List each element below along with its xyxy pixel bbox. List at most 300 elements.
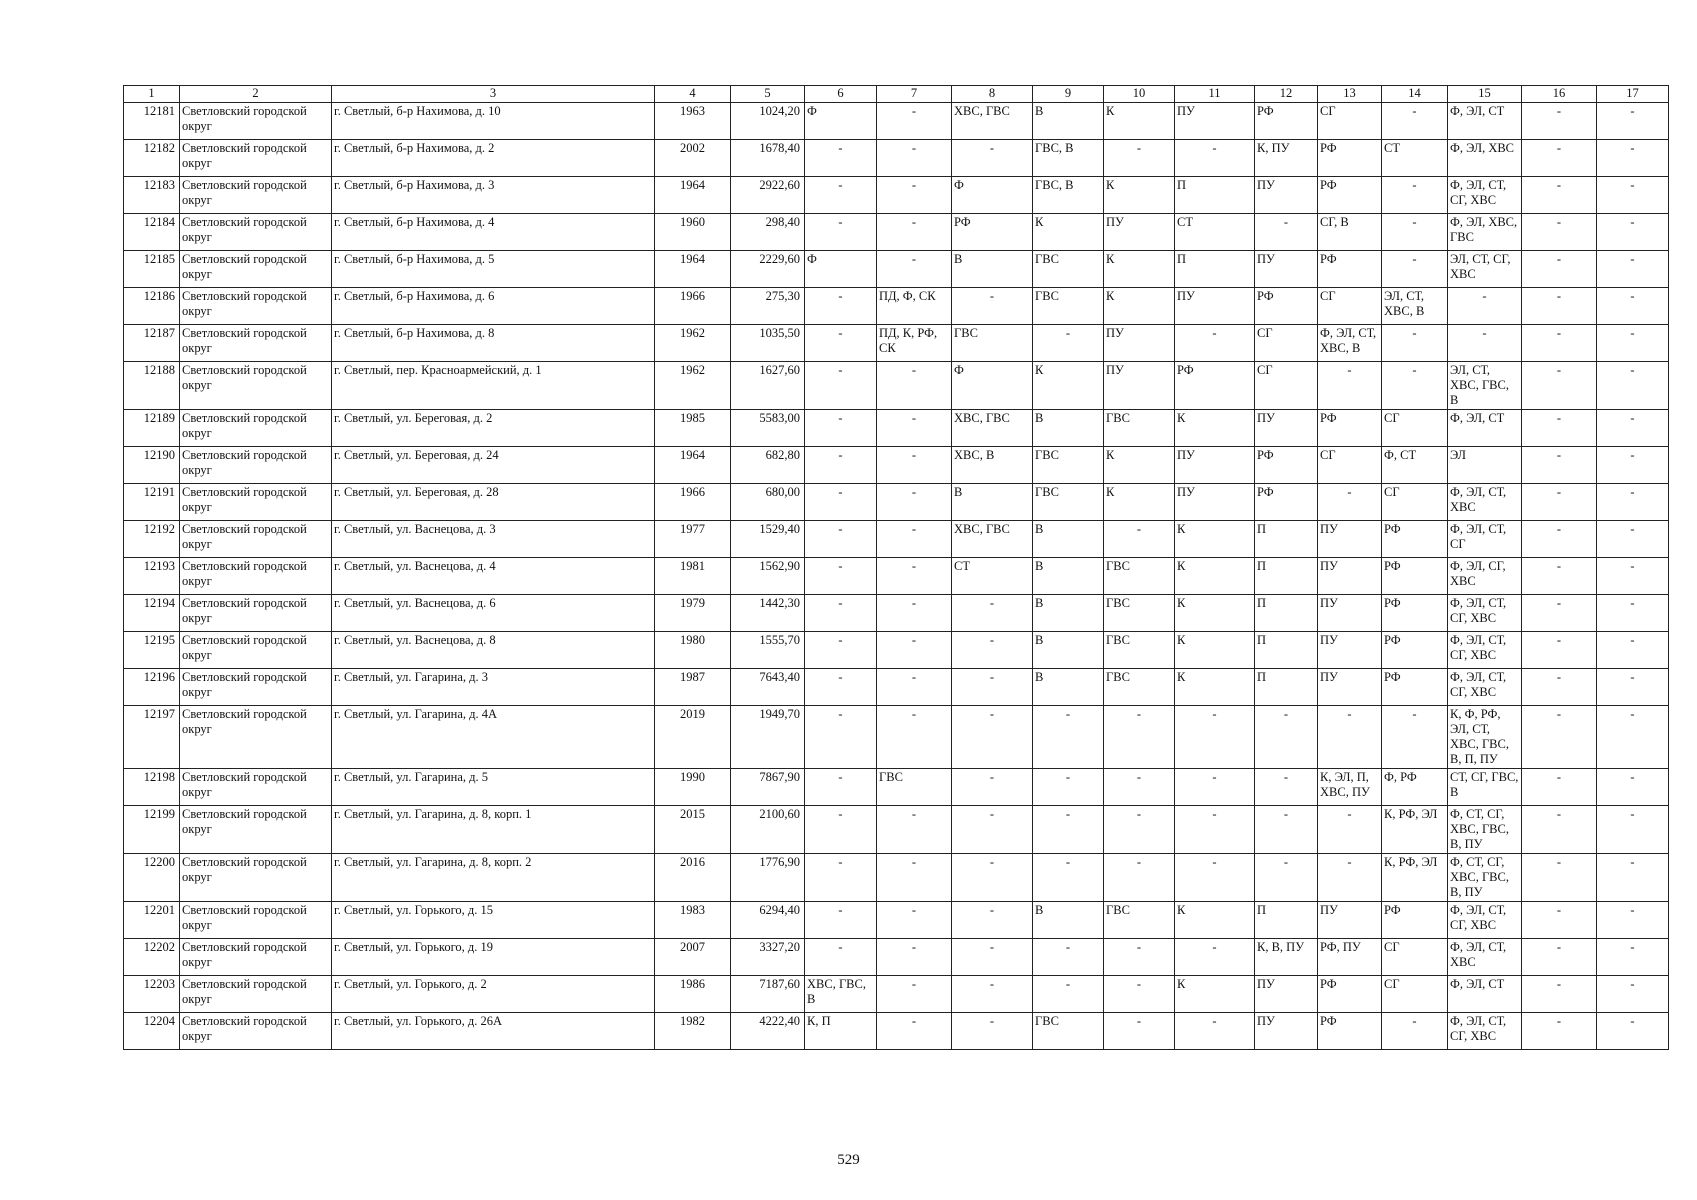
table-cell-col-15: Ф, СТ, СГ, ХВС, ГВС, В, ПУ [1448,854,1522,902]
table-cell-col-6: - [805,288,877,325]
table-cell-col-14: - [1382,251,1448,288]
table-cell-col-12: - [1255,214,1318,251]
table-cell-col-11: ПУ [1175,103,1255,140]
table-cell-col-5: 4222,40 [731,1013,805,1050]
table-cell-col-2: Светловский городской округ [180,140,332,177]
table-cell-col-10: ПУ [1104,362,1175,410]
table-cell-col-8: - [952,288,1033,325]
table-cell-col-14: - [1382,103,1448,140]
table-cell-col-7: - [877,854,952,902]
table-cell-col-11: - [1175,706,1255,769]
table-cell-col-11: К [1175,558,1255,595]
table-cell-col-5: 1529,40 [731,521,805,558]
table-cell-col-11: К [1175,976,1255,1013]
table-cell-col-3: г. Светлый, б-р Нахимова, д. 4 [332,214,655,251]
table-cell-col-5: 2229,60 [731,251,805,288]
table-row [124,706,1669,769]
column-header: 5 [731,86,805,103]
table-cell-col-15: Ф, ЭЛ, СТ [1448,410,1522,447]
table-cell-col-11: - [1175,854,1255,902]
table-cell-col-9: В [1033,521,1104,558]
table-cell-col-1: 12189 [124,410,180,447]
table-cell-col-7: - [877,410,952,447]
table-cell-col-17: - [1597,484,1669,521]
table-cell-col-13: ПУ [1318,669,1382,706]
table-cell-col-11: ПУ [1175,288,1255,325]
table-cell-col-5: 2100,60 [731,806,805,854]
table-cell-col-17: - [1597,595,1669,632]
table-cell-col-1: 12195 [124,632,180,669]
table-cell-col-7: - [877,939,952,976]
table-cell-col-15: Ф, ЭЛ, ХВС [1448,140,1522,177]
table-cell-col-10: - [1104,521,1175,558]
table-cell-col-8: ХВС, ГВС [952,521,1033,558]
table-cell-col-10: ГВС [1104,632,1175,669]
table-cell-col-15: К, Ф, РФ, ЭЛ, СТ, ХВС, ГВС, В, П, ПУ [1448,706,1522,769]
table-row [124,595,1669,632]
table-cell-col-9: - [1033,769,1104,806]
table-cell-col-5: 1024,20 [731,103,805,140]
table-cell-col-12: ПУ [1255,251,1318,288]
table-cell-col-15: Ф, ЭЛ, ХВС, ГВС [1448,214,1522,251]
table-cell-col-5: 7643,40 [731,669,805,706]
table-cell-col-9: ГВС [1033,251,1104,288]
table-cell-col-7: - [877,214,952,251]
housing-registry-table [123,85,1669,1050]
table-cell-col-8: РФ [952,214,1033,251]
table-cell-col-17: - [1597,177,1669,214]
table-cell-col-12: РФ [1255,484,1318,521]
table-cell-col-14: - [1382,325,1448,362]
table-cell-col-1: 12186 [124,288,180,325]
table-cell-col-10: К [1104,251,1175,288]
table-cell-col-10: ГВС [1104,595,1175,632]
table-cell-col-3: г. Светлый, ул. Горького, д. 26А [332,1013,655,1050]
table-cell-col-9: К [1033,362,1104,410]
column-header: 15 [1448,86,1522,103]
table-cell-col-14: РФ [1382,595,1448,632]
table-cell-col-11: - [1175,1013,1255,1050]
column-header: 12 [1255,86,1318,103]
table-cell-col-17: - [1597,976,1669,1013]
table-cell-col-9: В [1033,410,1104,447]
table-cell-col-2: Светловский городской округ [180,1013,332,1050]
column-header: 16 [1522,86,1597,103]
table-cell-col-9: ГВС [1033,1013,1104,1050]
table-cell-col-11: - [1175,325,1255,362]
table-cell-col-13: ПУ [1318,558,1382,595]
table-cell-col-16: - [1522,595,1597,632]
table-cell-col-1: 12193 [124,558,180,595]
table-cell-col-7: - [877,669,952,706]
table-cell-col-2: Светловский городской округ [180,558,332,595]
table-cell-col-5: 5583,00 [731,410,805,447]
table-cell-col-4: 1986 [655,976,731,1013]
table-cell-col-2: Светловский городской округ [180,362,332,410]
table-cell-col-6: - [805,595,877,632]
table-cell-col-7: - [877,632,952,669]
table-row [124,288,1669,325]
column-header: 11 [1175,86,1255,103]
table-cell-col-12: РФ [1255,447,1318,484]
table-cell-col-10: - [1104,854,1175,902]
table-cell-col-14: К, РФ, ЭЛ [1382,854,1448,902]
table-cell-col-6: - [805,362,877,410]
table-cell-col-5: 1678,40 [731,140,805,177]
table-cell-col-8: - [952,902,1033,939]
table-cell-col-17: - [1597,410,1669,447]
table-cell-col-3: г. Светлый, ул. Горького, д. 15 [332,902,655,939]
table-cell-col-8: ХВС, В [952,447,1033,484]
table-cell-col-3: г. Светлый, ул. Береговая, д. 28 [332,484,655,521]
table-cell-col-17: - [1597,1013,1669,1050]
table-cell-col-7: ГВС [877,769,952,806]
table-cell-col-16: - [1522,251,1597,288]
table-cell-col-13: - [1318,706,1382,769]
table-cell-col-17: - [1597,521,1669,558]
table-cell-col-7: ПД, Ф, СК [877,288,952,325]
table-cell-col-8: ХВС, ГВС [952,103,1033,140]
table-cell-col-9: В [1033,595,1104,632]
table-cell-col-17: - [1597,140,1669,177]
table-cell-col-17: - [1597,769,1669,806]
table-cell-col-6: Ф [805,251,877,288]
table-row [124,854,1669,902]
table-cell-col-7: - [877,595,952,632]
table-cell-col-10: - [1104,806,1175,854]
table-cell-col-2: Светловский городской округ [180,251,332,288]
table-cell-col-16: - [1522,410,1597,447]
table-cell-col-11: ПУ [1175,484,1255,521]
table-cell-col-7: - [877,1013,952,1050]
table-cell-col-6: - [805,140,877,177]
table-cell-col-13: - [1318,854,1382,902]
table-cell-col-8: - [952,806,1033,854]
table-cell-col-17: - [1597,103,1669,140]
table-cell-col-14: Ф, СТ [1382,447,1448,484]
table-cell-col-6: - [805,854,877,902]
table-cell-col-8: - [952,976,1033,1013]
table-cell-col-2: Светловский городской округ [180,632,332,669]
table-cell-col-15: Ф, ЭЛ, СТ, ХВС [1448,484,1522,521]
table-cell-col-6: - [805,669,877,706]
table-cell-col-4: 1966 [655,288,731,325]
table-cell-col-15: Ф, СТ, СГ, ХВС, ГВС, В, ПУ [1448,806,1522,854]
table-row [124,362,1669,410]
table-cell-col-2: Светловский городской округ [180,706,332,769]
table-cell-col-8: - [952,140,1033,177]
table-cell-col-1: 12194 [124,595,180,632]
table-cell-col-9: ГВС, В [1033,140,1104,177]
table-cell-col-6: - [805,706,877,769]
column-header: 3 [332,86,655,103]
table-cell-col-3: г. Светлый, ул. Гагарина, д. 5 [332,769,655,806]
table-cell-col-10: - [1104,706,1175,769]
table-cell-col-3: г. Светлый, ул. Гагарина, д. 8, корп. 2 [332,854,655,902]
table-cell-col-4: 1982 [655,1013,731,1050]
table-cell-col-14: ЭЛ, СТ, ХВС, В [1382,288,1448,325]
table-cell-col-15: Ф, ЭЛ, СТ, СГ, ХВС [1448,902,1522,939]
table-cell-col-7: - [877,521,952,558]
table-cell-col-6: Ф [805,103,877,140]
table-cell-col-14: - [1382,177,1448,214]
table-cell-col-3: г. Светлый, б-р Нахимова, д. 5 [332,251,655,288]
table-cell-col-14: СГ [1382,484,1448,521]
table-cell-col-5: 680,00 [731,484,805,521]
table-cell-col-9: ГВС [1033,447,1104,484]
table-cell-col-16: - [1522,706,1597,769]
table-cell-col-7: - [877,902,952,939]
table-cell-col-5: 1555,70 [731,632,805,669]
table-cell-col-17: - [1597,806,1669,854]
table-cell-col-10: ГВС [1104,669,1175,706]
table-cell-col-4: 1964 [655,177,731,214]
table-cell-col-10: К [1104,103,1175,140]
table-cell-col-4: 1990 [655,769,731,806]
table-cell-col-14: - [1382,214,1448,251]
table-cell-col-6: - [805,558,877,595]
table-cell-col-13: СГ, В [1318,214,1382,251]
table-cell-col-8: СТ [952,558,1033,595]
table-cell-col-1: 12196 [124,669,180,706]
table-cell-col-4: 1963 [655,103,731,140]
table-cell-col-1: 12187 [124,325,180,362]
table-cell-col-12: - [1255,769,1318,806]
table-cell-col-10: - [1104,140,1175,177]
page-number: 529 [837,1152,860,1168]
table-cell-col-3: г. Светлый, б-р Нахимова, д. 10 [332,103,655,140]
table-cell-col-7: ПД, К, РФ, СК [877,325,952,362]
table-cell-col-8: - [952,595,1033,632]
table-cell-col-10: - [1104,1013,1175,1050]
table-cell-col-2: Светловский городской округ [180,902,332,939]
table-cell-col-3: г. Светлый, ул. Береговая, д. 2 [332,410,655,447]
table-cell-col-4: 1977 [655,521,731,558]
table-cell-col-10: К [1104,288,1175,325]
table-cell-col-16: - [1522,521,1597,558]
table-cell-col-5: 1776,90 [731,854,805,902]
table-cell-col-6: - [805,769,877,806]
table-cell-col-3: г. Светлый, б-р Нахимова, д. 2 [332,140,655,177]
table-cell-col-1: 12197 [124,706,180,769]
table-cell-col-13: РФ [1318,976,1382,1013]
table-cell-col-1: 12204 [124,1013,180,1050]
table-cell-col-10: К [1104,447,1175,484]
table-cell-col-9: - [1033,325,1104,362]
table-cell-col-17: - [1597,447,1669,484]
table-cell-col-16: - [1522,1013,1597,1050]
table-cell-col-10: ГВС [1104,558,1175,595]
table-cell-col-13: - [1318,484,1382,521]
table-cell-col-6: К, П [805,1013,877,1050]
table-cell-col-14: РФ [1382,558,1448,595]
table-cell-col-6: - [805,325,877,362]
table-cell-col-4: 1980 [655,632,731,669]
table-cell-col-11: - [1175,806,1255,854]
table-cell-col-1: 12202 [124,939,180,976]
table-cell-col-13: РФ [1318,177,1382,214]
table-cell-col-17: - [1597,251,1669,288]
table-cell-col-10: ГВС [1104,902,1175,939]
table-cell-col-2: Светловский городской округ [180,669,332,706]
table-cell-col-7: - [877,251,952,288]
table-cell-col-1: 12192 [124,521,180,558]
table-cell-col-6: - [805,214,877,251]
table-cell-col-3: г. Светлый, б-р Нахимова, д. 8 [332,325,655,362]
table-cell-col-12: П [1255,558,1318,595]
table-cell-col-8: - [952,706,1033,769]
table-cell-col-13: ПУ [1318,632,1382,669]
table-cell-col-16: - [1522,447,1597,484]
table-cell-col-1: 12203 [124,976,180,1013]
table-cell-col-10: К [1104,484,1175,521]
table-cell-col-9: К [1033,214,1104,251]
table-cell-col-14: - [1382,1013,1448,1050]
table-cell-col-6: - [805,806,877,854]
table-cell-col-9: В [1033,558,1104,595]
table-cell-col-15: Ф, ЭЛ, СГ, ХВС [1448,558,1522,595]
table-cell-col-17: - [1597,325,1669,362]
table-cell-col-8: - [952,1013,1033,1050]
table-cell-col-7: - [877,447,952,484]
table-cell-col-4: 1979 [655,595,731,632]
table-cell-col-5: 2922,60 [731,177,805,214]
table-cell-col-9: - [1033,706,1104,769]
table-cell-col-7: - [877,177,952,214]
table-cell-col-13: РФ [1318,410,1382,447]
table-cell-col-8: В [952,251,1033,288]
table-cell-col-15: Ф, ЭЛ, СТ, СГ, ХВС [1448,595,1522,632]
table-cell-col-4: 1960 [655,214,731,251]
table-cell-col-15: ЭЛ, СТ, ХВС, ГВС, В [1448,362,1522,410]
table-cell-col-8: - [952,854,1033,902]
table-cell-col-16: - [1522,140,1597,177]
table-cell-col-4: 1981 [655,558,731,595]
table-cell-col-15: Ф, ЭЛ, СТ, СГ, ХВС [1448,632,1522,669]
table-cell-col-16: - [1522,902,1597,939]
column-header: 17 [1597,86,1669,103]
table-cell-col-7: - [877,484,952,521]
table-cell-col-14: РФ [1382,902,1448,939]
table-cell-col-2: Светловский городской округ [180,103,332,140]
table-cell-col-17: - [1597,214,1669,251]
table-cell-col-1: 12191 [124,484,180,521]
table-cell-col-16: - [1522,325,1597,362]
table-cell-col-2: Светловский городской округ [180,976,332,1013]
table-cell-col-12: ПУ [1255,976,1318,1013]
table-cell-col-2: Светловский городской округ [180,595,332,632]
table-cell-col-9: - [1033,854,1104,902]
table-row [124,103,1669,140]
table-cell-col-14: Ф, РФ [1382,769,1448,806]
table-cell-col-13: К, ЭЛ, П, ХВС, ПУ [1318,769,1382,806]
table-cell-col-17: - [1597,669,1669,706]
table-cell-col-11: К [1175,521,1255,558]
column-header: 14 [1382,86,1448,103]
table-cell-col-3: г. Светлый, ул. Васнецова, д. 8 [332,632,655,669]
table-cell-col-9: ГВС [1033,288,1104,325]
table-cell-col-16: - [1522,976,1597,1013]
column-header: 4 [655,86,731,103]
table-cell-col-1: 12198 [124,769,180,806]
table-cell-col-15: - [1448,288,1522,325]
table-cell-col-4: 2019 [655,706,731,769]
table-cell-col-17: - [1597,854,1669,902]
table-cell-col-14: К, РФ, ЭЛ [1382,806,1448,854]
table-cell-col-9: ГВС [1033,484,1104,521]
table-cell-col-12: РФ [1255,103,1318,140]
table-cell-col-12: СГ [1255,362,1318,410]
table-cell-col-7: - [877,140,952,177]
table-cell-col-13: СГ [1318,103,1382,140]
table-cell-col-12: ПУ [1255,1013,1318,1050]
table-cell-col-2: Светловский городской округ [180,769,332,806]
table-cell-col-3: г. Светлый, ул. Горького, д. 19 [332,939,655,976]
table-cell-col-16: - [1522,806,1597,854]
table-cell-col-6: - [805,939,877,976]
table-cell-col-12: К, В, ПУ [1255,939,1318,976]
table-cell-col-17: - [1597,902,1669,939]
table-cell-col-7: - [877,806,952,854]
table-cell-col-2: Светловский городской округ [180,939,332,976]
table-cell-col-13: - [1318,806,1382,854]
table-cell-col-9: В [1033,669,1104,706]
table-cell-col-5: 1627,60 [731,362,805,410]
table-row [124,1013,1669,1050]
table-cell-col-15: - [1448,325,1522,362]
table-row [124,902,1669,939]
table-cell-col-8: Ф [952,177,1033,214]
table-cell-col-12: РФ [1255,288,1318,325]
table-cell-col-8: Ф [952,362,1033,410]
column-header: 9 [1033,86,1104,103]
table-cell-col-10: К [1104,177,1175,214]
table-cell-col-4: 1962 [655,362,731,410]
table-cell-col-10: ГВС [1104,410,1175,447]
table-cell-col-14: РФ [1382,632,1448,669]
table-cell-col-2: Светловский городской округ [180,484,332,521]
table-cell-col-5: 275,30 [731,288,805,325]
table-cell-col-12: ПУ [1255,177,1318,214]
table-cell-col-10: - [1104,976,1175,1013]
table-row [124,447,1669,484]
column-header: 8 [952,86,1033,103]
table-cell-col-17: - [1597,362,1669,410]
table-cell-col-12: - [1255,806,1318,854]
table-cell-col-1: 12184 [124,214,180,251]
table-row [124,632,1669,669]
column-header: 7 [877,86,952,103]
table-cell-col-7: - [877,558,952,595]
table-cell-col-15: Ф, ЭЛ, СТ, СГ, ХВС [1448,1013,1522,1050]
table-cell-col-11: К [1175,595,1255,632]
table-cell-col-13: СГ [1318,288,1382,325]
table-cell-col-16: - [1522,214,1597,251]
table-cell-col-16: - [1522,558,1597,595]
table-cell-col-4: 1964 [655,447,731,484]
table-cell-col-12: - [1255,854,1318,902]
table-row [124,177,1669,214]
table-cell-col-15: ЭЛ, СТ, СГ, ХВС [1448,251,1522,288]
table-cell-col-7: - [877,976,952,1013]
table-cell-col-13: РФ [1318,140,1382,177]
table-cell-col-8: - [952,669,1033,706]
table-cell-col-13: СГ [1318,447,1382,484]
table-cell-col-3: г. Светлый, ул. Васнецова, д. 3 [332,521,655,558]
table-cell-col-15: Ф, ЭЛ, СТ, СГ [1448,521,1522,558]
table-cell-col-15: ЭЛ [1448,447,1522,484]
table-cell-col-14: - [1382,706,1448,769]
